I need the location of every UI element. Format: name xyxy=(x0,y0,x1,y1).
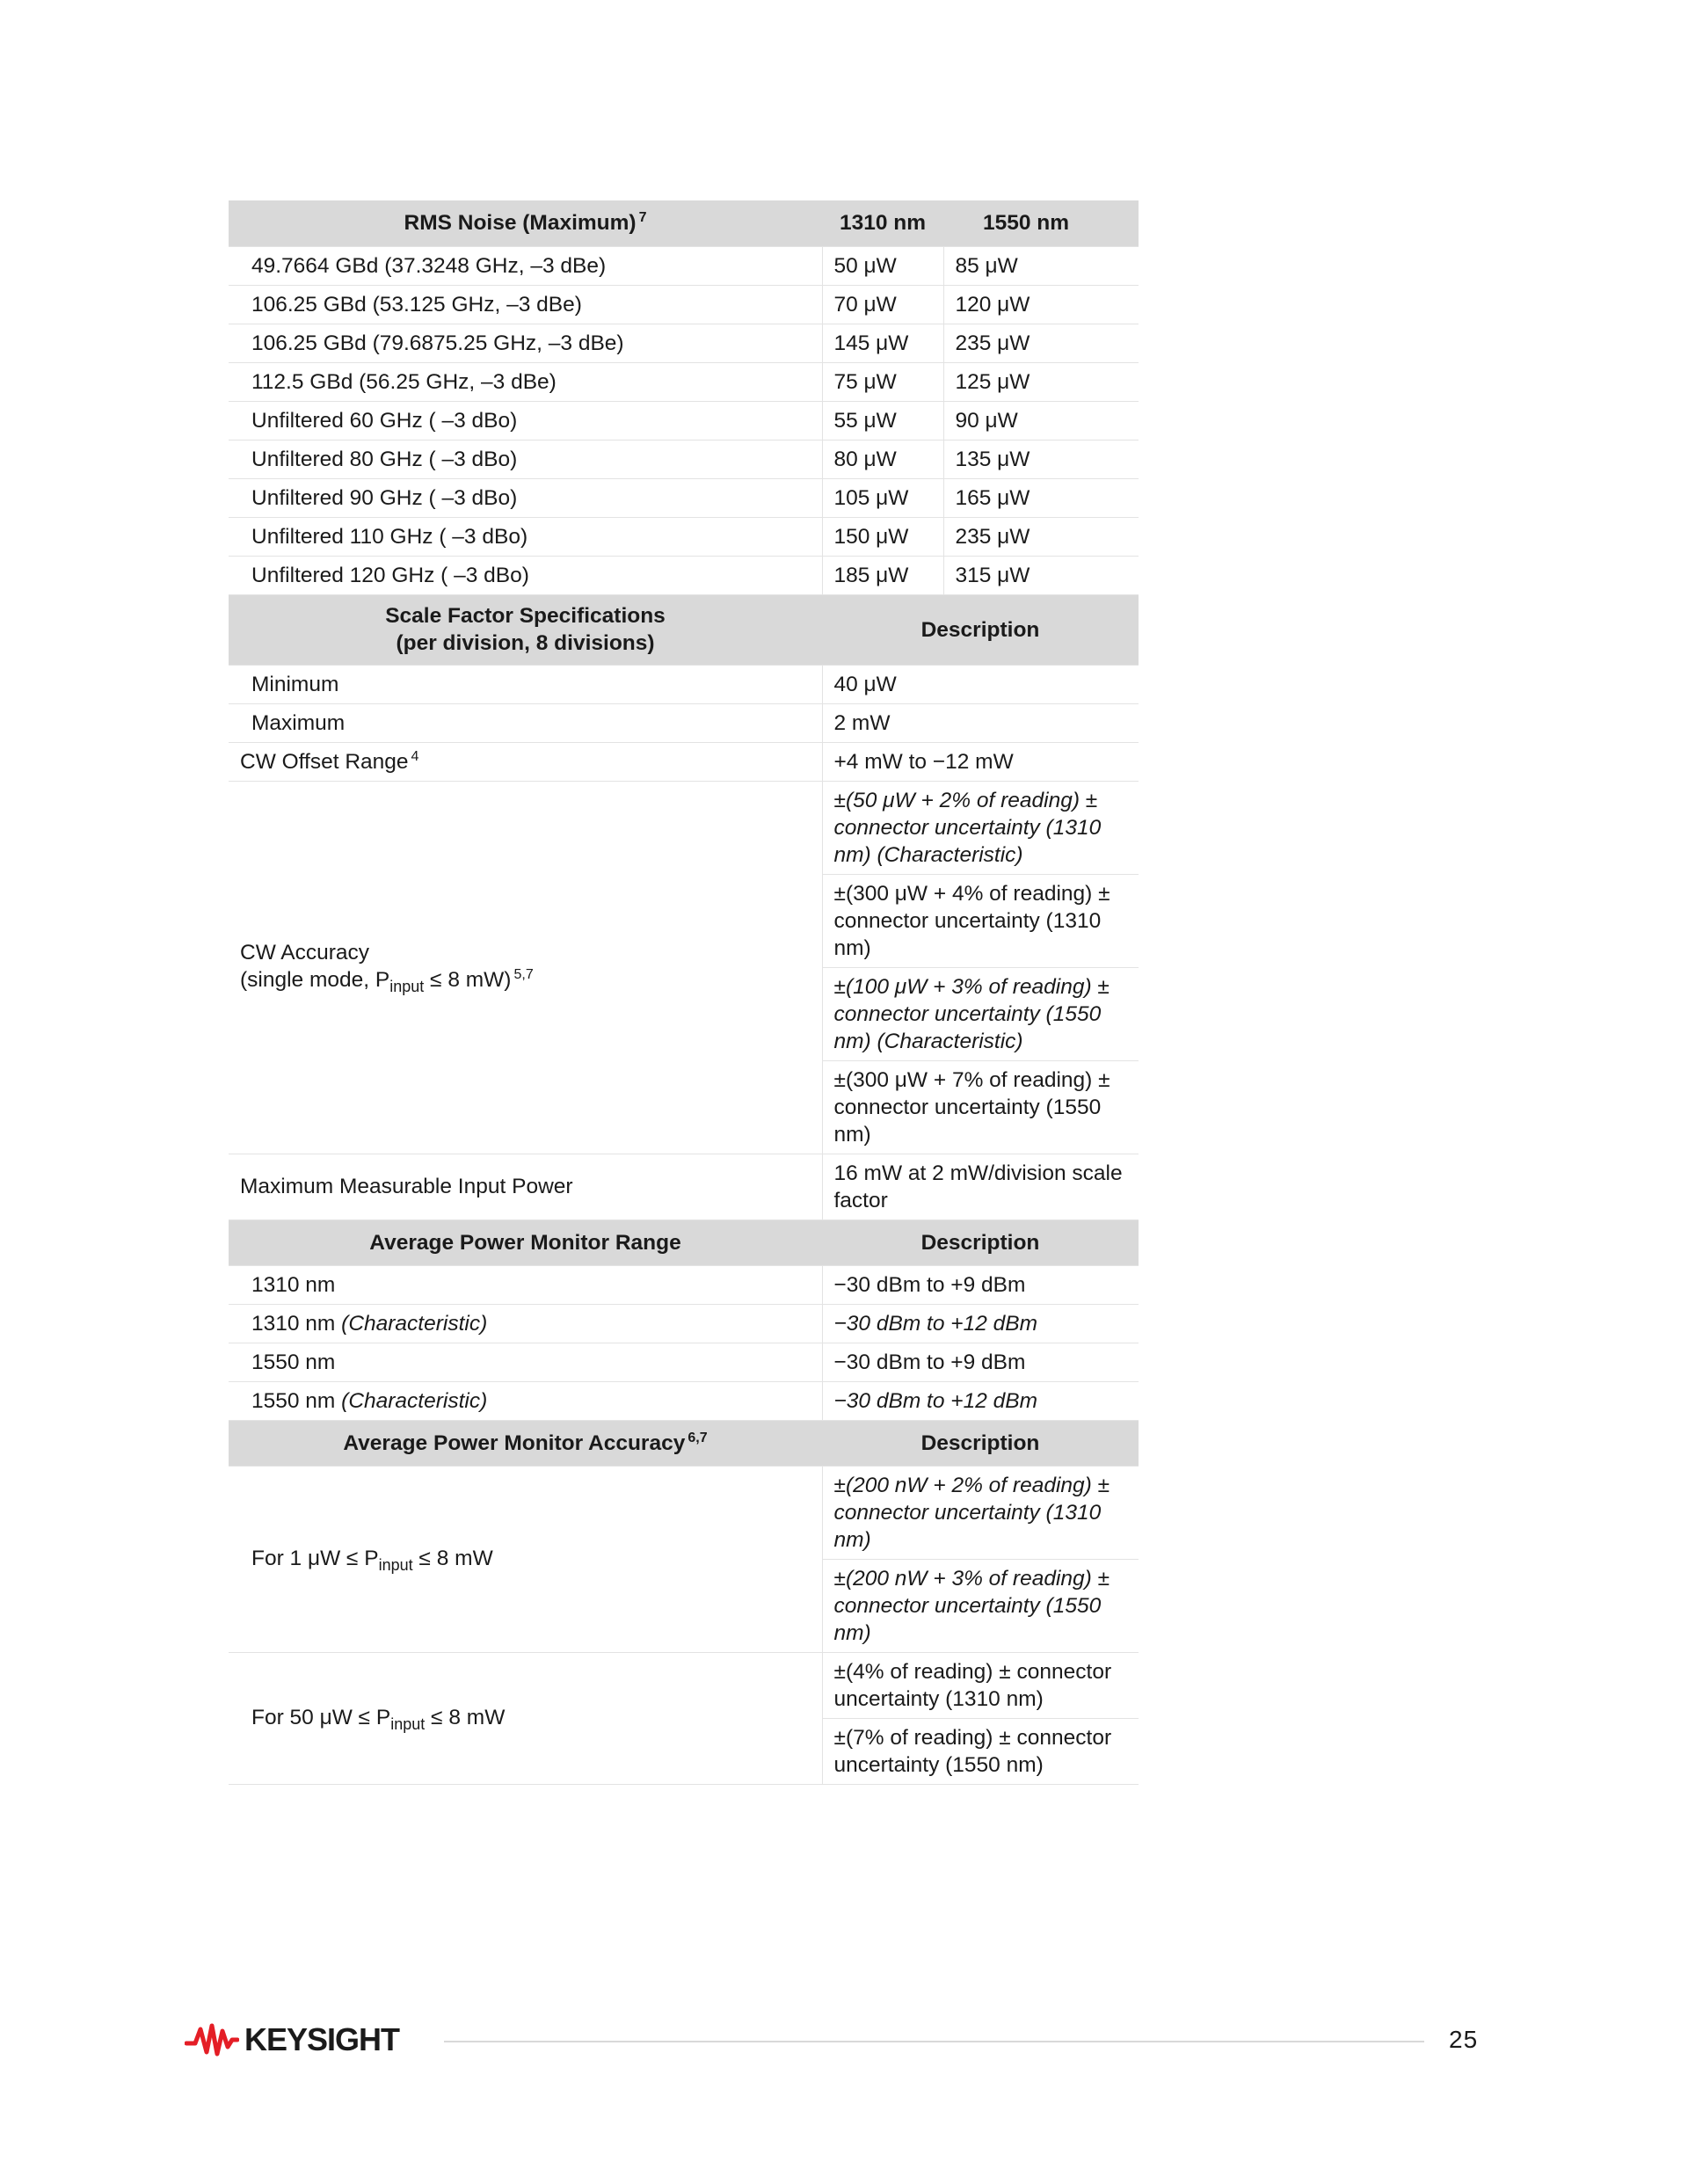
apm-accuracy-group2-label: For 50 $\mu W \le P_{input} \le 8$ mW xyxy=(229,1652,822,1784)
table-row: 1310 nm −30 dBm to +9 dBm xyxy=(229,1265,1139,1304)
scale-factor-title: Scale Factor Specifications (per division, 8 divisions) xyxy=(385,604,666,655)
col-1550-header: 1550 nm xyxy=(983,211,1070,236)
keysight-logo xyxy=(185,2020,399,2059)
scale-factor-header xyxy=(229,594,1139,665)
table-row: 112.5 GBd (56.25 GHz, –3 dBe) 75 μW 125 μW xyxy=(229,362,1139,401)
scale-factor-rows xyxy=(229,665,1139,1219)
table-row: 1310 nm (Characteristic) −30 dBm to +12 dBm xyxy=(229,1304,1139,1343)
rms-noise-title: RMS Noise (Maximum) $^7$ xyxy=(404,210,647,236)
table-row: Unfiltered 110 GHz ( –3 dBo) 150 μW 235 μW xyxy=(229,517,1139,556)
apm-accuracy-desc-header: Description xyxy=(920,1431,1040,1455)
apm-accuracy-row: For 50 $\mu W \le P_{input} \le 8$ mW ±(4% of reading) ± connector uncertainty (1310 nm) xyxy=(229,1652,1139,1718)
apm-range-title: Average Power Monitor Range xyxy=(369,1230,681,1255)
table-row: Unfiltered 80 GHz ( –3 dBo) 80 μW 135 μW xyxy=(229,440,1139,478)
table-row: Unfiltered 90 GHz ( –3 dBo) 105 μW 165 μW xyxy=(229,478,1139,517)
table-row: 49.7664 GBd (37.3248 GHz, –3 dBe) 50 μW 85 μW xyxy=(229,246,1139,285)
table-row: Unfiltered 60 GHz ( –3 dBo) 55 μW 90 μW xyxy=(229,401,1139,440)
apm-accuracy-title: Average Power Monitor Accuracy $^{6,7}$ xyxy=(343,1430,708,1455)
apm-accuracy-row: ±(200 nW + 3% of reading) ± connector uncertainty (1550 nm) xyxy=(229,1559,1139,1652)
table-row: 106.25 GBd (79.6875.25 GHz, –3 dBe) 145 μW 235 μW xyxy=(229,324,1139,362)
apm-range-header xyxy=(229,1219,1139,1265)
apm-accuracy-row: ±(7% of reading) ± connector uncertainty (1550 nm) xyxy=(229,1718,1139,1784)
apm-accuracy-row: For 1 $\mu W \le P_{input} \le 8$ mW ±(200 nW + 2% of reading) ± connector uncertainty (1310 nm) xyxy=(229,1466,1139,1559)
cw-accuracy-row: ±(300 μW + 7% of reading) ± connector uncertainty (1550 nm) xyxy=(229,1060,1139,1154)
rms-noise-rows xyxy=(229,246,1139,594)
rms-noise-header xyxy=(229,200,1139,246)
apm-accuracy-rows xyxy=(229,1466,1139,1784)
footer-divider xyxy=(444,2041,1424,2042)
max-input-row: Maximum Measurable Input Power 16 mW at 2 mW/division scale factor xyxy=(229,1154,1139,1219)
cw-accuracy-row: ±(100 μW + 3% of reading) ± connector uncertainty (1550 nm) (Characteristic) xyxy=(229,967,1139,1060)
keysight-wave-icon xyxy=(185,2020,239,2059)
table-row: Unfiltered 120 GHz ( –3 dBo) 185 μW 315 μW xyxy=(229,556,1139,594)
logo-wordmark: KEYSIGHT xyxy=(244,2021,400,2057)
cw-offset-row: CW Offset Range $^4$ +4 mW to −12 mW xyxy=(229,742,1139,781)
table-row: Minimum 40 μW xyxy=(229,665,1139,703)
apm-range-desc-header: Description xyxy=(920,1230,1040,1255)
scale-factor-desc-header: Description xyxy=(920,617,1040,642)
spec-table xyxy=(229,200,1139,1785)
col-1310-header: 1310 nm xyxy=(839,211,927,236)
apm-range-rows xyxy=(229,1265,1139,1420)
apm-accuracy-group1-label: For 1 $\mu W \le P_{input} \le 8$ mW xyxy=(229,1466,822,1652)
table-row: Maximum 2 mW xyxy=(229,703,1139,742)
page-number: 25 xyxy=(1449,2026,1479,2053)
page-footer xyxy=(0,2013,1688,2066)
cw-accuracy-label: CW Accuracy (single mode, $P_{input} \le 8$ mW) $^{5,7}$ xyxy=(229,781,822,1154)
cw-accuracy-row: ±(300 μW + 4% of reading) ± connector uncertainty (1310 nm) xyxy=(229,874,1139,967)
apm-accuracy-header xyxy=(229,1420,1139,1466)
table-row: 1550 nm (Characteristic) −30 dBm to +12 dBm xyxy=(229,1381,1139,1420)
table-row: 106.25 GBd (53.125 GHz, –3 dBe) 70 μW 120 μW xyxy=(229,285,1139,324)
cw-accuracy-row: CW Accuracy (single mode, $P_{input} \le 8$ mW) $^{5,7}$ ±(50 μW + 2% of reading) ± connector uncertainty (1310 nm) (Characteristic) xyxy=(229,781,1139,874)
table-row: 1550 nm −30 dBm to +9 dBm xyxy=(229,1343,1139,1381)
